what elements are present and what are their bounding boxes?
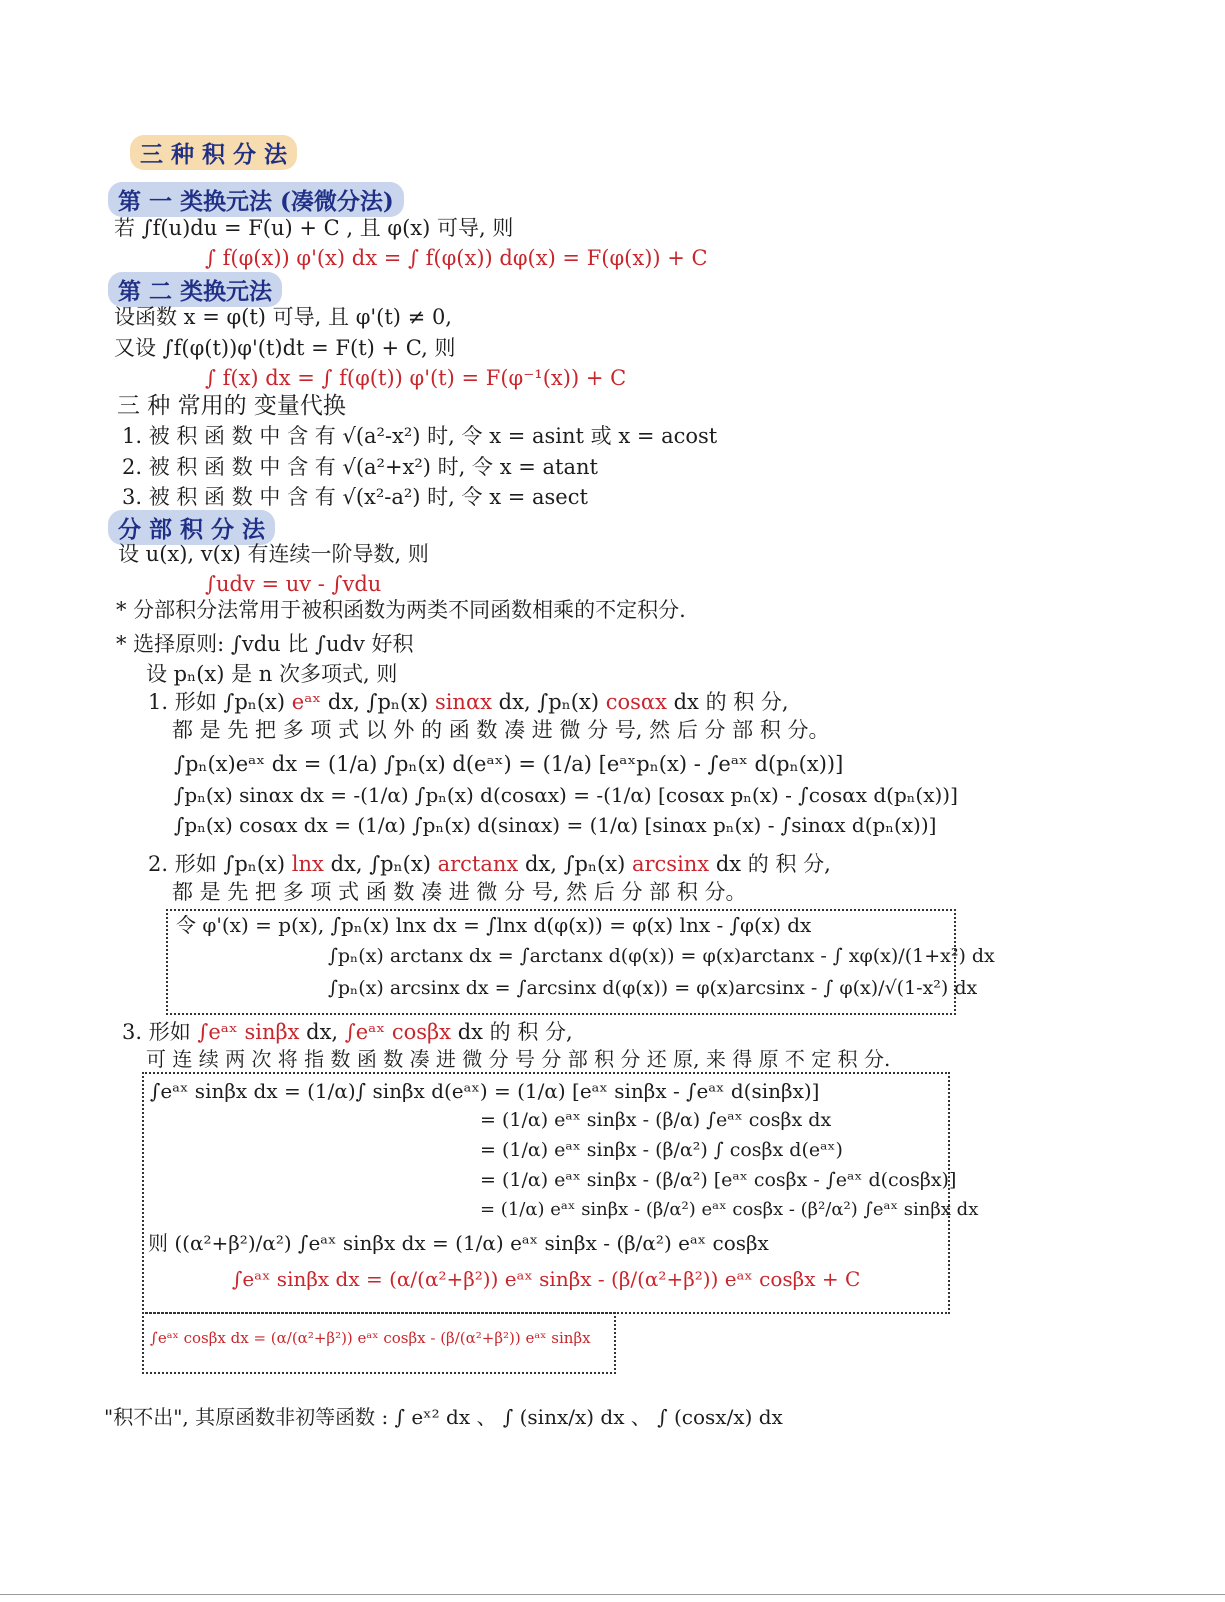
case-1-cos: cosαx xyxy=(605,690,667,714)
text-line: 都 是 先 把 多 项 式 以 外 的 函 数 凑 进 微 分 号, 然 后 分 部 积 分。 xyxy=(172,718,830,742)
text-line: 若 ∫f(u)du = F(u) + C , 且 φ(x) 可导, 则 xyxy=(114,216,514,240)
list-item: 2. 被 积 函 数 中 含 有 √(a²+x²) 时, 令 x = atant xyxy=(122,455,598,479)
case-1-text: dx, ∫pₙ(x) xyxy=(327,690,429,714)
formula: ∫pₙ(x) arctanx dx = ∫arctanx d(φ(x)) = φ(x)arctanx - ∫ xφ(x)/(1+x²) dx xyxy=(328,945,995,967)
result-formula-cos: ∫eᵃˣ cosβx dx = (α/(α²+β²)) eᵃˣ cosβx - (β/(α²+β²)) eᵃˣ sinβx xyxy=(150,1329,591,1347)
note: 设 pₙ(x) 是 n 次多项式, 则 xyxy=(146,662,398,686)
formula: 令 φ'(x) = p(x), ∫pₙ(x) lnx dx = ∫lnx d(φ(x)) = φ(x) lnx - ∫φ(x) dx xyxy=(176,913,812,937)
text-line: 设 u(x), v(x) 有连续一阶导数, 则 xyxy=(118,542,429,566)
case-3-text: 3. 形如 xyxy=(122,1020,191,1044)
case-1-text: 1. 形如 ∫pₙ(x) xyxy=(148,690,286,714)
formula: 则 ((α²+β²)/α²) ∫eᵃˣ sinβx dx = (1/α) eᵃˣ sinβx - (β/α²) eᵃˣ cosβx xyxy=(148,1231,769,1255)
section-heading-substitution-2: 第 二 类换元法 xyxy=(108,272,282,307)
text-line: 都 是 先 把 多 项 式 函 数 凑 进 微 分 号, 然 后 分 部 积 分。 xyxy=(172,880,747,904)
case-1-text: dx, ∫pₙ(x) xyxy=(498,690,600,714)
list-item: 1. 被 积 函 数 中 含 有 √(a²-x²) 时, 令 x = asint 或 x = acost xyxy=(122,424,718,448)
note: * 分部积分法常用于被积函数为两类不同函数相乘的不定积分. xyxy=(116,598,686,622)
case-2-arctan: arctanx xyxy=(437,852,519,876)
case-1-exp: eᵃˣ xyxy=(291,690,322,714)
case-2-ln: lnx xyxy=(291,852,324,876)
formula: = (1/α) eᵃˣ sinβx - (β/α²) eᵃˣ cosβx - (β²/α²) ∫eᵃˣ sinβx dx xyxy=(480,1199,979,1220)
case-3-text: dx 的 积 分, xyxy=(457,1020,573,1044)
result-formula-sin: ∫eᵃˣ sinβx dx = (α/(α²+β²)) eᵃˣ sinβx - (β/(α²+β²)) eᵃˣ cosβx + C xyxy=(232,1267,861,1291)
case-3-sin: ∫eᵃˣ sinβx xyxy=(197,1020,300,1044)
case-2-text: 2. 形如 ∫pₙ(x) xyxy=(148,852,286,876)
case-1-text: dx 的 积 分, xyxy=(673,690,789,714)
formula: ∫pₙ(x) sinαx dx = -(1/α) ∫pₙ(x) d(cosαx) = -(1/α) [cosαx pₙ(x) - ∫cosαx d(pₙ(x))] xyxy=(174,783,958,807)
formula: ∫pₙ(x) cosαx dx = (1/α) ∫pₙ(x) d(sinαx) = (1/α) [sinαx pₙ(x) - ∫sinαx d(pₙ(x))] xyxy=(174,813,937,837)
case-1-sin: sinαx xyxy=(434,690,492,714)
case-3-heading xyxy=(122,1020,573,1044)
note: * 选择原则: ∫vdu 比 ∫udv 好积 xyxy=(116,632,414,656)
formula: ∫udv = uv - ∫vdu xyxy=(205,572,382,596)
sub-heading: 三 种 常用的 变量代换 xyxy=(117,393,346,419)
case-2-arcsin: arcsinx xyxy=(631,852,710,876)
text-line: 可 连 续 两 次 将 指 数 函 数 凑 进 微 分 号 分 部 积 分 还 原, 来 得 原 不 定 积 分. xyxy=(146,1047,891,1071)
case-3-text: dx, xyxy=(306,1020,339,1044)
case-3-cos: ∫eᵃˣ cosβx xyxy=(344,1020,452,1044)
formula: ∫pₙ(x)eᵃˣ dx = (1/a) ∫pₙ(x) d(eᵃˣ) = (1/a) [eᵃˣpₙ(x) - ∫eᵃˣ d(pₙ(x))] xyxy=(174,752,844,776)
scan-mark xyxy=(0,1594,1225,1595)
text-line: 又设 ∫f(φ(t))φ'(t)dt = F(t) + C, 则 xyxy=(114,336,456,360)
formula: ∫ f(φ(x)) φ'(x) dx = ∫ f(φ(x)) dφ(x) = F(φ(x)) + C xyxy=(205,246,708,270)
formula: ∫pₙ(x) arcsinx dx = ∫arcsinx d(φ(x)) = φ(x)arcsinx - ∫ φ(x)/√(1-x²) dx xyxy=(328,977,978,999)
case-1-heading xyxy=(148,690,789,714)
section-heading-substitution-1: 第 一 类换元法 (凑微分法) xyxy=(108,182,404,217)
case-2-text: dx 的 积 分, xyxy=(715,852,831,876)
page-title: 三 种 积 分 法 xyxy=(130,135,297,170)
formula: ∫ f(x) dx = ∫ f(φ(t)) φ'(t) = F(φ⁻¹(x)) + C xyxy=(205,366,627,390)
formula: ∫eᵃˣ sinβx dx = (1/α)∫ sinβx d(eᵃˣ) = (1/α) [eᵃˣ sinβx - ∫eᵃˣ d(sinβx)] xyxy=(150,1079,820,1103)
case-2-text: dx, ∫pₙ(x) xyxy=(330,852,431,876)
list-item: 3. 被 积 函 数 中 含 有 √(x²-a²) 时, 令 x = asect xyxy=(122,485,588,509)
formula: = (1/α) eᵃˣ sinβx - (β/α) ∫eᵃˣ cosβx dx xyxy=(480,1109,832,1131)
footer-note: "积不出", 其原函数非初等函数 : ∫ eˣ² dx 、 ∫ (sinx/x) dx 、 ∫ (cosx/x) dx xyxy=(104,1405,783,1429)
formula: = (1/α) eᵃˣ sinβx - (β/α²) ∫ cosβx d(eᵃˣ) xyxy=(480,1139,843,1161)
formula: = (1/α) eᵃˣ sinβx - (β/α²) [eᵃˣ cosβx - ∫eᵃˣ d(cosβx)] xyxy=(480,1169,957,1191)
case-2-heading xyxy=(148,852,831,876)
section-heading-integration-by-parts: 分 部 积 分 法 xyxy=(108,510,275,545)
case-2-text: dx, ∫pₙ(x) xyxy=(524,852,626,876)
text-line: 设函数 x = φ(t) 可导, 且 φ'(t) ≠ 0, xyxy=(114,305,452,329)
